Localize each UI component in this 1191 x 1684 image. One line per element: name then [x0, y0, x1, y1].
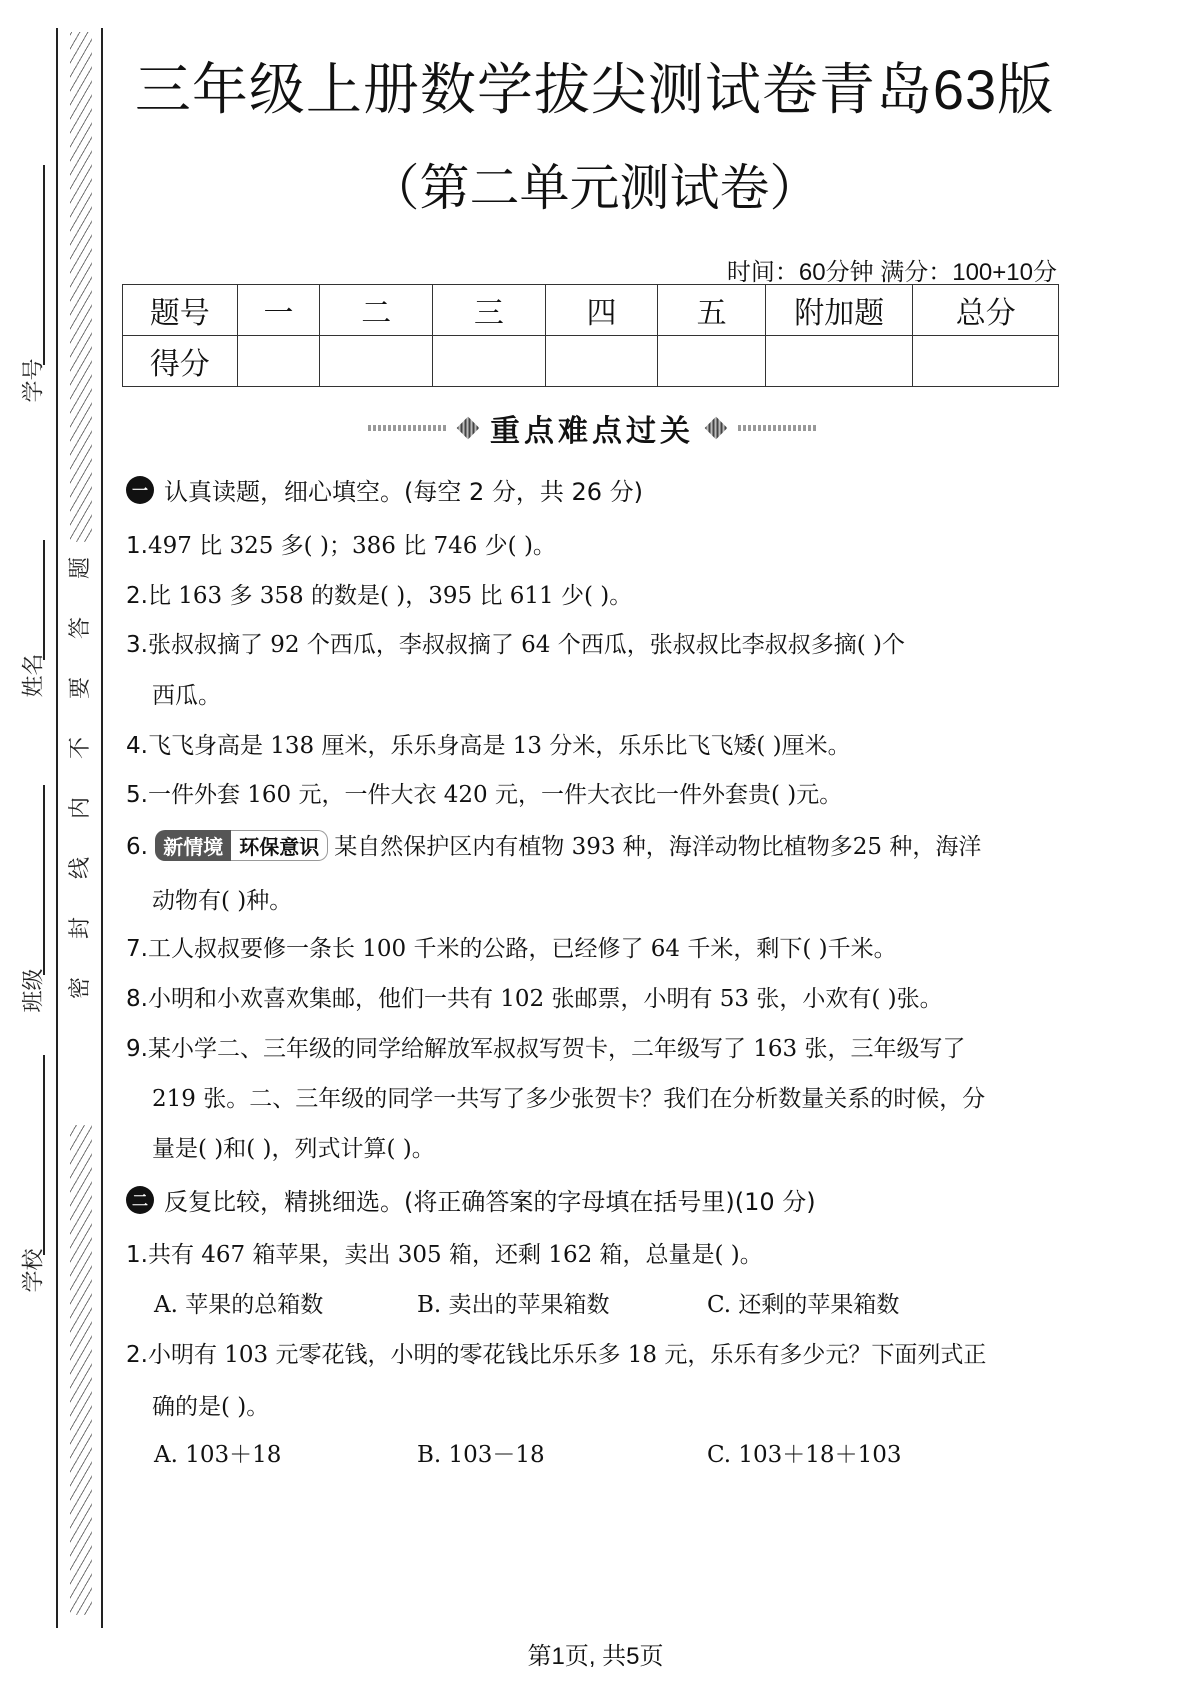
score-table-header-row [123, 285, 1059, 336]
option-b[interactable]: B. 103－18 [417, 1442, 545, 1468]
question-1-2: 2.比 163 多 358 的数是( )，395 比 611 少( )。 [126, 583, 633, 609]
header-cell: 三 [433, 285, 546, 336]
section-number-badge: 一 [126, 476, 154, 504]
score-cell[interactable] [658, 336, 766, 387]
score-table-score-row [123, 336, 1059, 387]
dotted-line-icon [368, 425, 446, 431]
score-cell[interactable] [237, 336, 320, 387]
section-2-header [126, 1182, 816, 1217]
diamond-ornament-icon [457, 417, 480, 440]
school-field[interactable] [14, 1055, 50, 1293]
header-cell: 二 [320, 285, 433, 336]
option-b[interactable]: B. 卖出的苹果箱数 [417, 1292, 610, 1318]
question-1-1: 1.497 比 325 多( )；386 比 746 少( )。 [126, 533, 556, 559]
section-2-title: 反复比较，精挑细选。(将正确答案的字母填在括号里)(10 分) [164, 1188, 816, 1216]
question-2-1: 1.共有 467 箱苹果，卖出 305 箱，还剩 162 箱，总量是( )。 [126, 1242, 763, 1268]
seal-notice [68, 555, 94, 1001]
option-a[interactable]: A. 103＋18 [154, 1442, 282, 1468]
score-cell[interactable] [913, 336, 1059, 387]
header-cell: 一 [237, 285, 320, 336]
header-cell: 总分 [913, 285, 1059, 336]
question-1-3-continued: 西瓜。 [152, 683, 221, 709]
binding-margin [0, 0, 110, 1684]
question-1-6: 6. 新情境 环保意识 某自然保护区内有植物 393 种，海洋动物比植物多25 种，海洋 [126, 828, 981, 861]
page-subtitle: （第二单元测试卷） [369, 160, 820, 216]
option-a[interactable]: A. 苹果的总箱数 [154, 1292, 324, 1318]
row-label: 得分 [123, 336, 238, 387]
question-2-2-continued: 确的是( )。 [152, 1394, 270, 1420]
question-1-4: 4.飞飞身高是 138 厘米，乐乐身高是 13 分米，乐乐比飞飞矮( )厘米。 [126, 733, 851, 759]
header-cell: 五 [658, 285, 766, 336]
name-field[interactable] [14, 540, 50, 698]
hatch-top [70, 32, 92, 542]
section-1-header [126, 472, 643, 507]
section-number-badge: 二 [126, 1186, 154, 1214]
question-1-5: 5.一件外套 160 元，一件大衣 420 元，一件大衣比一件外套贵( )元。 [126, 782, 843, 808]
hatch-bottom [70, 1125, 92, 1615]
exam-meta: 时间：60分钟 满分：100+10分 [726, 259, 1057, 286]
section-banner [367, 408, 817, 448]
seal-char: 密 [67, 976, 93, 1000]
question-1-9: 9.某小学二、三年级的同学给解放军叔叔写贺卡，二年级写了 163 张，三年级写了 [126, 1036, 966, 1062]
seal-char: 要 [67, 676, 93, 700]
option-c[interactable]: C. 103＋18＋103 [707, 1442, 902, 1468]
question-1-8: 8.小明和小欢喜欢集邮，他们一共有 102 张邮票，小明有 53 张，小欢有( )张。 [126, 986, 943, 1012]
student-id-field[interactable] [14, 165, 50, 403]
banner-title: 重点难点过关 [490, 414, 694, 449]
name-line[interactable] [43, 540, 45, 660]
class-line[interactable] [43, 785, 45, 975]
seal-char: 线 [67, 856, 93, 880]
seal-char: 题 [67, 556, 93, 580]
seal-char: 封 [67, 916, 93, 940]
question-1-6-continued: 动物有( )种。 [152, 888, 293, 914]
student-id-line[interactable] [43, 165, 45, 365]
score-cell[interactable] [765, 336, 912, 387]
class-label: 班级 [21, 968, 47, 1013]
class-field[interactable] [14, 785, 50, 1013]
school-label: 学校 [21, 1248, 47, 1293]
header-cell: 四 [545, 285, 658, 336]
binding-line-inner [101, 28, 103, 1628]
seal-char: 内 [67, 796, 93, 820]
header-cell: 附加题 [765, 285, 912, 336]
question-1-7: 7.工人叔叔要修一条长 100 千米的公路，已经修了 64 千米，剩下( )千米。 [126, 936, 897, 962]
page-title: 三年级上册数学拔尖测试卷青岛63版 [134, 58, 1055, 121]
student-id-label: 学号 [21, 358, 47, 403]
eco-awareness-tag: 环保意识 [231, 830, 328, 861]
score-cell[interactable] [320, 336, 433, 387]
dotted-line-icon [738, 425, 816, 431]
score-cell[interactable] [433, 336, 546, 387]
school-line[interactable] [43, 1055, 45, 1255]
page-indicator: 第1页, 共5页 [527, 1643, 664, 1670]
header-cell: 题号 [123, 285, 238, 336]
name-label: 姓名 [21, 653, 47, 698]
diamond-ornament-icon [705, 417, 728, 440]
option-c[interactable]: C. 还剩的苹果箱数 [707, 1292, 900, 1318]
new-context-tag: 新情境 [155, 830, 231, 861]
score-table [122, 284, 1059, 387]
binding-line-outer [56, 28, 58, 1628]
score-cell[interactable] [545, 336, 658, 387]
question-2-2: 2.小明有 103 元零花钱，小明的零花钱比乐乐多 18 元，乐乐有多少元？下面列式正 [126, 1342, 987, 1368]
question-1-9-continued-2: 量是( )和( )，列式计算( )。 [152, 1136, 435, 1162]
seal-char: 不 [67, 736, 93, 760]
section-1-title: 认真读题，细心填空。(每空 2 分，共 26 分) [164, 478, 644, 506]
question-1-9-continued: 219 张。二、三年级的同学一共写了多少张贺卡？我们在分析数量关系的时候，分 [152, 1086, 986, 1112]
question-1-3: 3.张叔叔摘了 92 个西瓜，李叔叔摘了 64 个西瓜，张叔叔比李叔叔多摘( )个 [126, 632, 905, 658]
seal-char: 答 [67, 616, 93, 640]
